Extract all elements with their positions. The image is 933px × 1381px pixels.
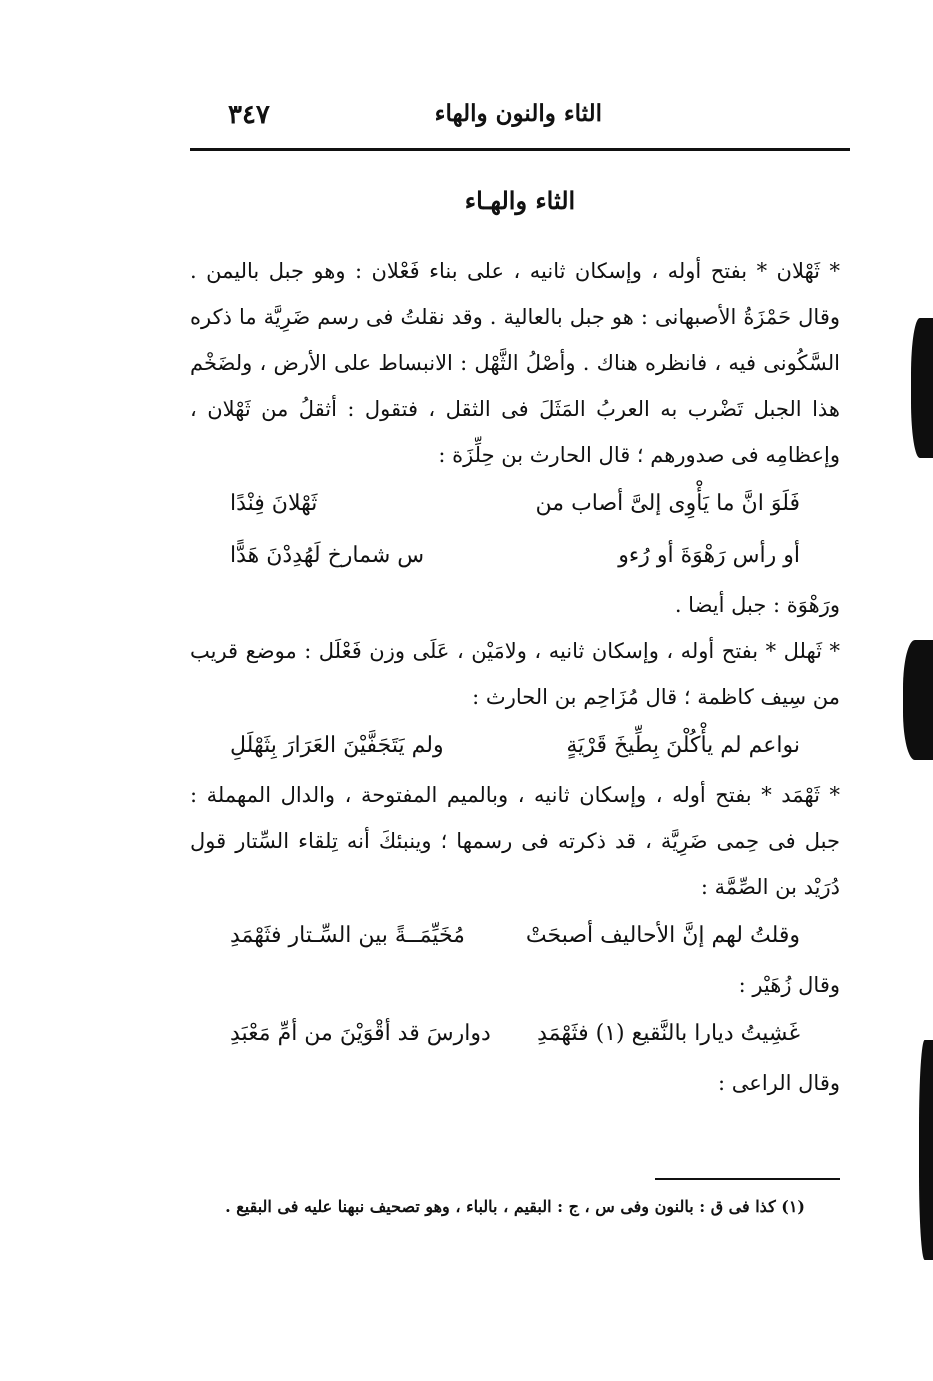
verse-2	[190, 530, 840, 582]
verse-1-second-hemistich: ثَهْلانَ فِنْدًا	[230, 491, 318, 516]
verse-5-second-hemistich: دوارسَ قد أقْوَيْنَ من أمِّ مَعْبَدِ	[230, 1021, 491, 1046]
footnote: (١) كذا فى ق : بالنون وفى س ، ج : البقيم ، بالباء ، وهو تصحيف نبهنا عليه فى البقيع .	[225, 1197, 805, 1216]
torn-edge-top	[911, 318, 933, 458]
section-title: الثاء والهـاء	[464, 186, 576, 215]
entry-thahmad: * ثَهْمَد * بفتح أوله ، وإسكان ثانيه ، وبالميم المفتوحة ، والدال المهملة : جبل فى حِمى ضَرِيَّة ، قد ذكرته فى رسمها ؛ وينبئكَ أنه تِلقاء السِّتار قول دُرَيْد بن الصِّمَّة :	[190, 783, 840, 899]
quote-intro-zuhayr: وقال زُهَيْر :	[738, 973, 840, 997]
torn-edge-middle	[903, 640, 933, 760]
verse-3	[190, 720, 840, 772]
verse-3-first-hemistich: نواعم لم يأْكُلْنَ بِطِّيخَ قَرْيَةٍ	[566, 733, 800, 758]
verse-2-second-hemistich: س شمارخ لَهُدِدْنَ هَدًّا	[230, 543, 425, 568]
entry-thahlan: * ثَهْلان * بفتح أوله ، وإسكان ثانيه ، على بناء فَعْلان : وهو جبل باليمن . وقال حَمْزَةُ الأصبهانى : هو جبل بالعالية . وقد نقلتُ فى رسم ضَرِيَّة ما ذكره السَّكُونى فيه ، فانظره هناك . وأصْلُ الثَّهْل : الانبساط على الأرض ، ولضَخْم هذا الجبل تَضْرب به العربُ المَثَلَ فى الثقل ، فتقول : أثقلُ من ثَهْلان ، وإعظامِه فى صدورهم ؛ قال الحارث بن حِلِّزَة :	[190, 259, 840, 467]
verse-4	[190, 910, 840, 962]
footnote-rule	[655, 1178, 840, 1180]
verse-5-first-hemistich: غَشِيتُ ديارا بالنَّقيع (١) فثَهْمَدِ	[537, 1021, 800, 1046]
verse-4-first-hemistich: وقلتُ لهم إنَّ الأحاليف أصبحَتْ	[525, 923, 800, 948]
verse-4-second-hemistich: مُخَيِّمَــةً بين السِّـتار فثَهْمَدِ	[230, 923, 465, 948]
verse-2-first-hemistich: أو رأس رَهْوَةَ أو رُءو	[618, 543, 800, 568]
running-title: الثاء والنون والهاء	[434, 100, 602, 127]
quote-intro-rai: وقال الراعى :	[718, 1071, 840, 1095]
torn-edge-bottom	[919, 1040, 933, 1260]
verse-3-second-hemistich: ولم يَتَجَفَّيْنَ العَرَارَ بِثَهْلَلِ	[230, 733, 444, 758]
verse-1	[190, 478, 840, 530]
header-rule	[190, 148, 850, 151]
body-text	[190, 248, 840, 1106]
page-header	[190, 96, 850, 136]
note-rahwa: ورَهْوَة : جبل أيضا .	[674, 593, 840, 617]
verse-1-first-hemistich: فَلَوَ انَّ ما يَأْوِى إلىَّ أصاب من	[535, 491, 800, 516]
entry-thahlal: * ثَهلل * بفتح أوله ، وإسكان ثانيه ، ولامَيْن ، عَلَى وزن فَعْلَل : موضع قريب من سِيف كاظمة ؛ قال مُزَاحِم بن الحارث :	[190, 639, 840, 709]
page-number: ٣٤٧	[228, 100, 270, 130]
verse-5	[190, 1008, 840, 1060]
